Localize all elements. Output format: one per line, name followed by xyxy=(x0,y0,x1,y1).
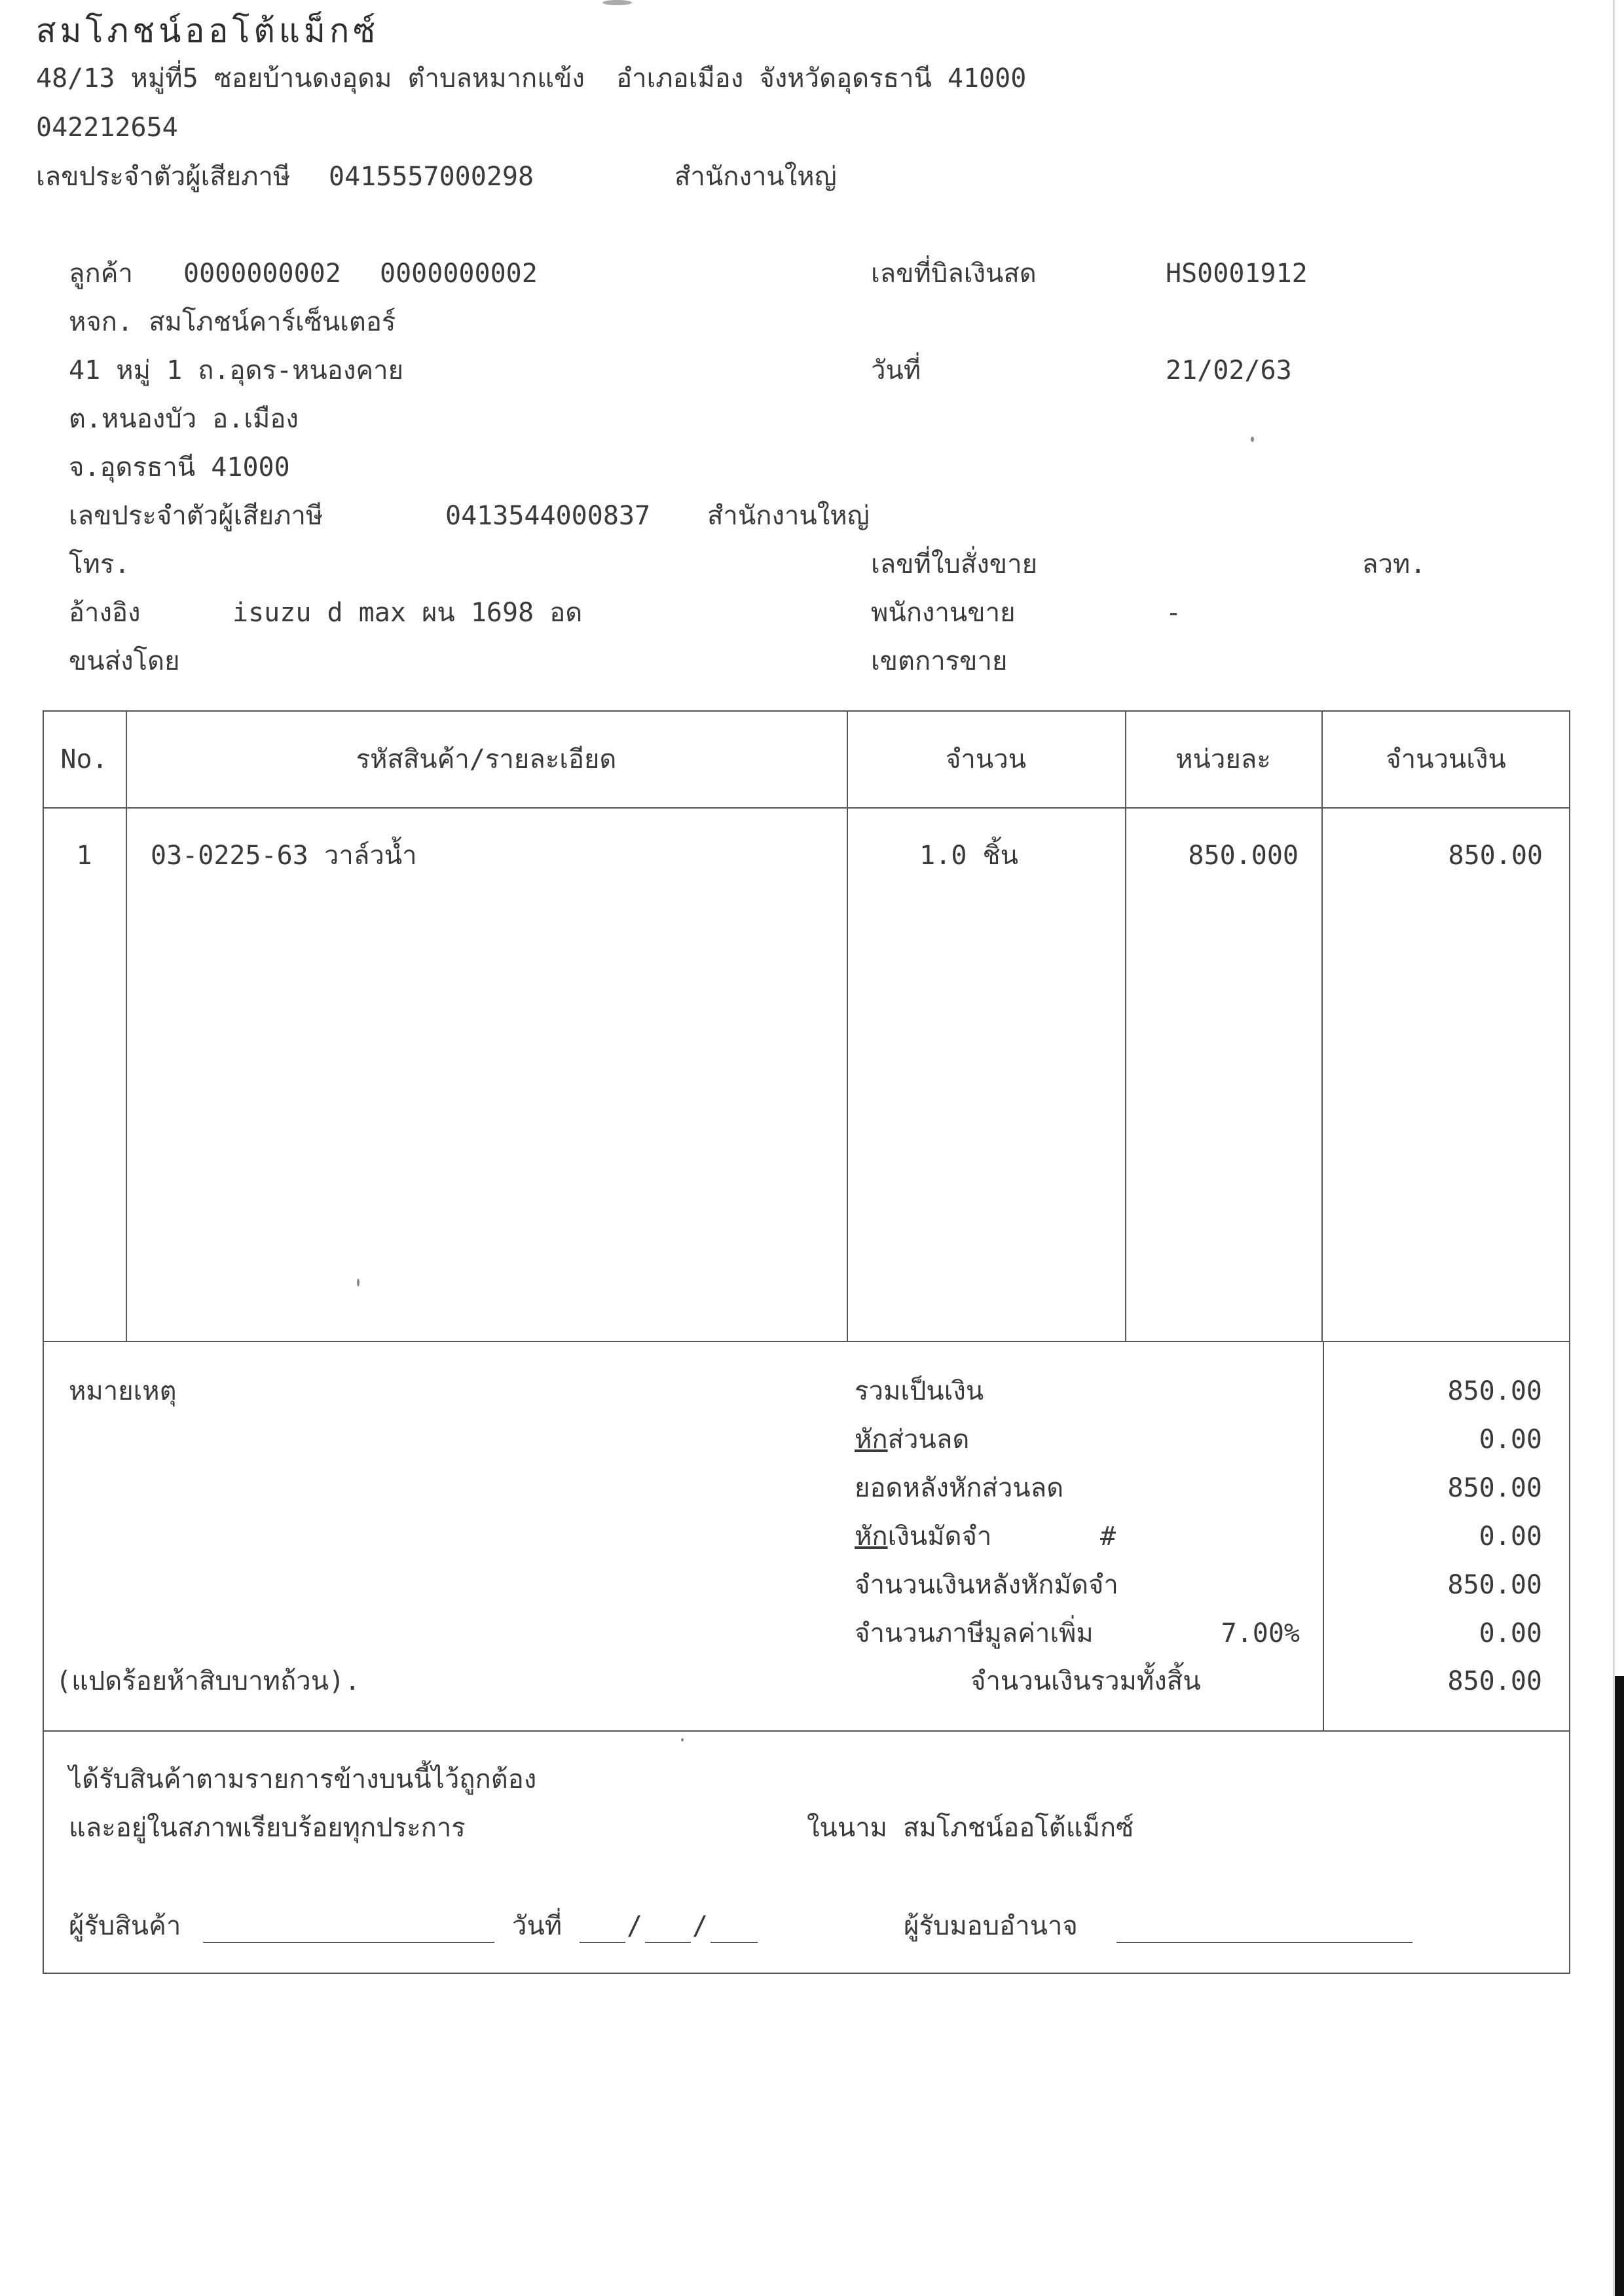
receiver-signature-line xyxy=(203,1942,494,1943)
receive-date-day-blank xyxy=(580,1942,625,1943)
date-label: วันที่ xyxy=(871,355,921,386)
seller-phone: 042212654 xyxy=(36,113,178,143)
summary-label-after-deposit: จำนวนเงินหลังหักมัดจำ xyxy=(855,1570,1118,1600)
items-table xyxy=(43,710,1570,1342)
vat-rate: 7.00% xyxy=(1221,1618,1300,1649)
seller-branch: สำนักงานใหญ่ xyxy=(674,162,837,192)
bill-no-label: เลขที่บิลเงินสด xyxy=(871,259,1037,289)
receiver-label: ผู้รับสินค้า xyxy=(69,1911,181,1941)
discount-text: ส่วนลด xyxy=(887,1425,970,1455)
deposit-text: เงินมัดจำ xyxy=(887,1522,992,1552)
receive-date-label: วันที่ xyxy=(512,1911,563,1941)
table-header-divider xyxy=(43,807,1570,809)
scan-speck xyxy=(681,1738,684,1741)
row-qty: 1.0 ชิ้น xyxy=(919,841,1018,871)
row-description: 03-0225-63 วาล์วน้ำ xyxy=(151,841,417,871)
customer-tax-id-label: เลขประจำตัวผู้เสียภาษี xyxy=(69,501,323,531)
summary-label-vat: จำนวนภาษีมูลค่าเพิ่ม xyxy=(855,1618,1094,1649)
column-divider xyxy=(847,710,848,1342)
customer-tax-id: 0413544000837 xyxy=(445,501,651,531)
remark-label: หมายเหตุ xyxy=(69,1376,177,1406)
customer-code-1: 0000000002 xyxy=(183,259,341,289)
row-no: 1 xyxy=(76,841,92,871)
summary-value-vat: 0.00 xyxy=(1479,1618,1542,1649)
deduct-prefix: หัก xyxy=(855,1522,888,1552)
bill-no: HS0001912 xyxy=(1166,259,1308,289)
receive-date-month-blank xyxy=(645,1942,691,1943)
salesperson-label: พนักงานขาย xyxy=(871,598,1016,628)
summary-value-discount: 0.00 xyxy=(1479,1425,1542,1455)
column-divider xyxy=(1321,710,1323,1342)
customer-shipping-label: ขนส่งโดย xyxy=(69,646,180,676)
customer-address-line3: จ.อุดรธานี 41000 xyxy=(69,452,290,483)
customer-phone-label: โทร. xyxy=(69,549,130,579)
col-header-qty: จำนวน xyxy=(945,744,1027,774)
column-divider xyxy=(1125,710,1126,1342)
deposit-ref-mark: # xyxy=(1100,1522,1116,1552)
order-no-suffix: ลวท. xyxy=(1362,549,1426,579)
summary-label-subtotal: รวมเป็นเงิน xyxy=(855,1376,984,1406)
received-line1: ได้รับสินค้าตามรายการข้างบนนี้ไว้ถูกต้อง xyxy=(69,1764,537,1795)
customer-code-2: 0000000002 xyxy=(380,259,538,289)
scan-edge xyxy=(1615,1676,1624,2296)
seller-tax-id: 0415557000298 xyxy=(329,162,534,192)
receive-date-year-blank xyxy=(710,1942,758,1943)
summary-label-grand-total: จำนวนเงินรวมทั้งสิ้น xyxy=(970,1666,1201,1696)
col-header-no: No. xyxy=(60,744,108,774)
order-no-label: เลขที่ใบสั่งขาย xyxy=(871,549,1038,579)
summary-divider xyxy=(1323,1341,1324,1732)
deduct-prefix: หัก xyxy=(855,1425,888,1455)
summary-label-deposit xyxy=(855,1523,991,1550)
customer-reference: isuzu d max ผน 1698 อด xyxy=(232,598,583,628)
column-divider xyxy=(126,710,127,1342)
customer-name: หจก. สมโภชน์คาร์เซ็นเตอร์ xyxy=(69,307,396,337)
customer-address-line2: ต.หนองบัว อ.เมือง xyxy=(69,404,299,434)
col-header-unit-price: หน่วยละ xyxy=(1175,744,1271,774)
authorized-signature-line xyxy=(1116,1942,1412,1943)
scan-speck xyxy=(1251,437,1254,442)
amount-in-words: (แปดร้อยห้าสิบบาทถ้วน). xyxy=(56,1666,361,1696)
customer-branch: สำนักงานใหญ่ xyxy=(707,501,870,531)
received-line2: และอยู่ในสภาพเรียบร้อยทุกประการ xyxy=(69,1813,466,1843)
summary-value-after-discount: 850.00 xyxy=(1447,1473,1542,1503)
scan-speck xyxy=(602,0,632,5)
authorized-label: ผู้รับมอบอำนาจ xyxy=(904,1911,1078,1941)
row-unit-price: 850.000 xyxy=(1188,841,1299,871)
summary-value-deposit: 0.00 xyxy=(1479,1522,1542,1552)
seller-address: 48/13 หมู่ที่5 ซอยบ้านดงอุดม ตำบลหมากแข้ง อำเภอเมือง จังหวัดอุดรธานี 41000 xyxy=(36,64,1027,94)
row-amount: 850.00 xyxy=(1448,841,1543,871)
seller-name: สมโภชน์ออโต้แม็กซ์ xyxy=(36,12,380,50)
on-behalf-of: ในนาม สมโภชน์ออโต้แม็กซ์ xyxy=(807,1813,1134,1843)
customer-label: ลูกค้า xyxy=(69,259,133,289)
summary-label-discount xyxy=(855,1427,969,1453)
salesperson: - xyxy=(1166,598,1182,628)
summary-value-after-deposit: 850.00 xyxy=(1447,1570,1542,1600)
date-slash: / xyxy=(627,1911,643,1941)
summary-label-after-discount: ยอดหลังหักส่วนลด xyxy=(855,1473,1064,1503)
scan-speck xyxy=(357,1279,360,1286)
customer-address-line1: 41 หมู่ 1 ถ.อุดร-หนองคาย xyxy=(69,355,404,386)
summary-value-subtotal: 850.00 xyxy=(1447,1376,1542,1406)
col-header-amount: จำนวนเงิน xyxy=(1386,744,1506,774)
date-slash: / xyxy=(692,1911,709,1941)
seller-tax-id-label: เลขประจำตัวผู้เสียภาษี xyxy=(36,162,291,192)
col-header-description: รหัสสินค้า/รายละเอียด xyxy=(356,744,617,774)
invoice-date: 21/02/63 xyxy=(1166,355,1292,386)
sales-area-label: เขตการขาย xyxy=(871,646,1008,676)
summary-value-grand-total: 850.00 xyxy=(1447,1666,1542,1696)
customer-reference-label: อ้างอิง xyxy=(69,598,141,628)
